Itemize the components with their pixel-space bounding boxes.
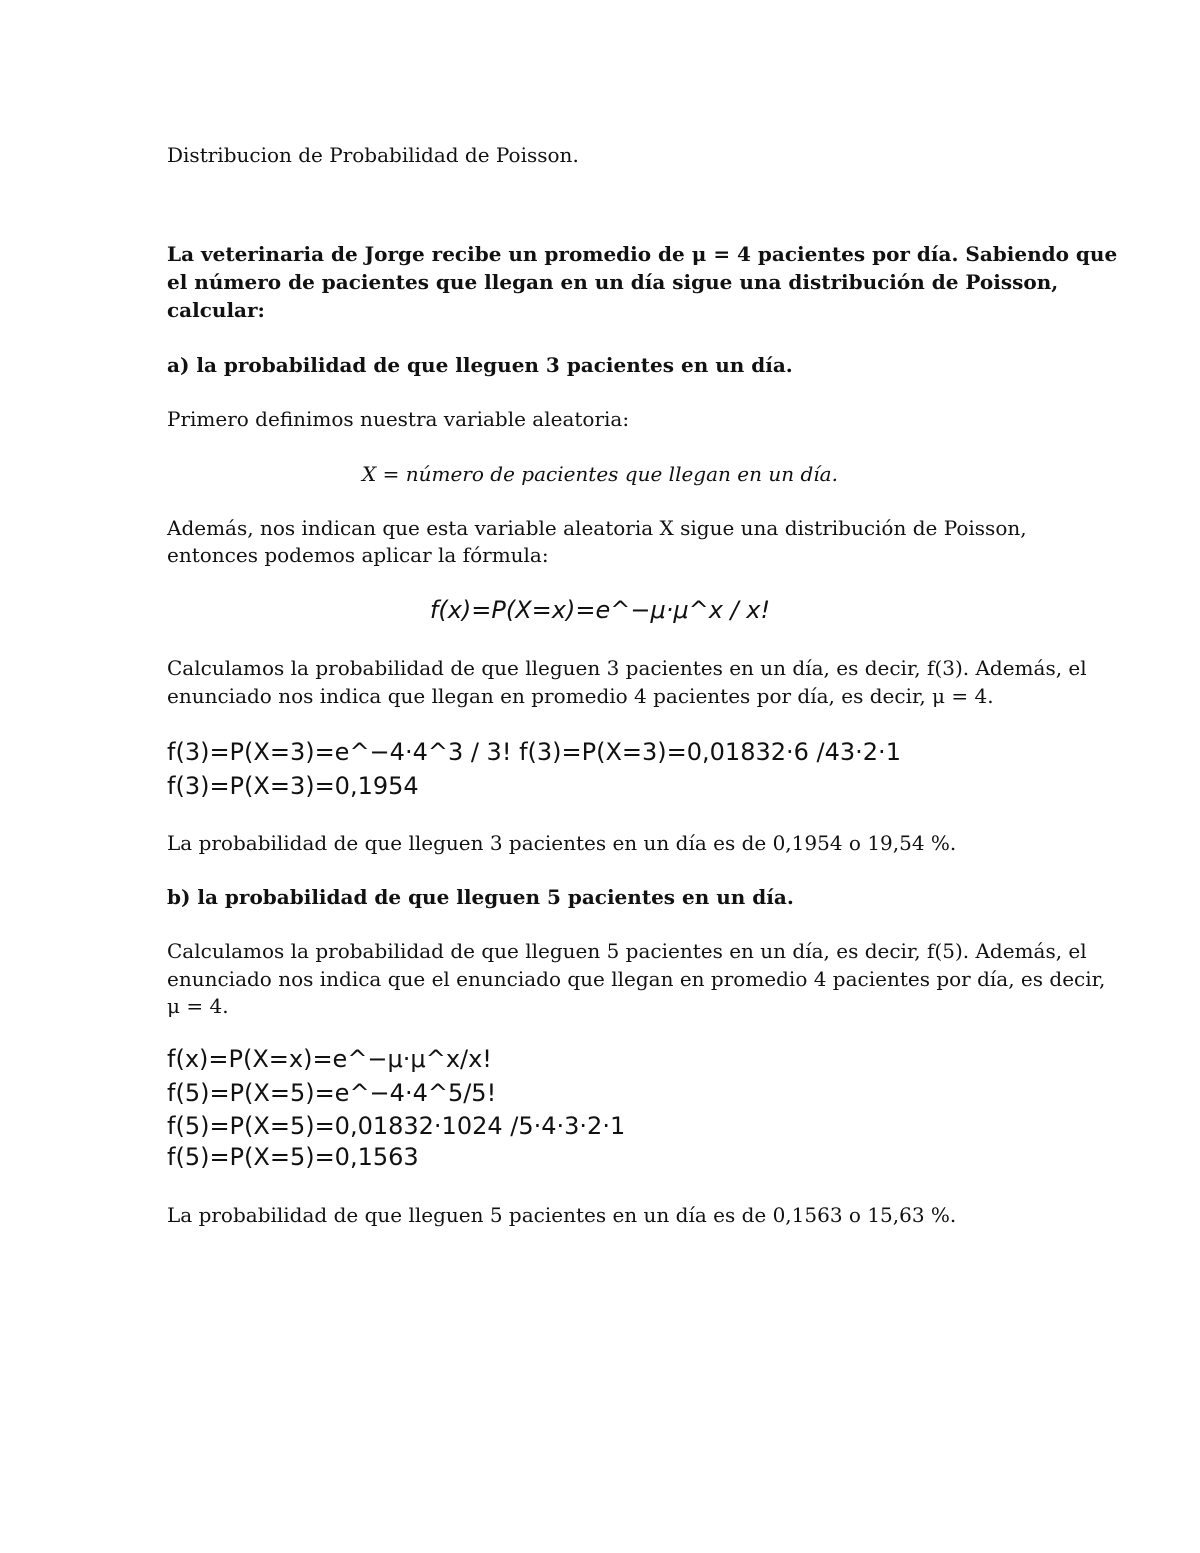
problem-line-2: el número de pacientes que llegan en un día sigue una distribución de Poisson, — [167, 270, 1059, 294]
part-a-text1-line-2: entonces podemos aplicar la fórmula: — [167, 543, 549, 567]
part-a-text2-line-1: Calculamos la probabilidad de que lleguen 3 pacientes en un día, es decir, f(3). Además, el — [167, 656, 1087, 680]
part-b-calc-line-4: f(5)=P(X=5)=0,1563 — [167, 1143, 419, 1171]
document-title: Distribucion de Probabilidad de Poisson. — [167, 143, 579, 167]
part-a-calc-line-2: f(3)=P(X=3)=0,1954 — [167, 772, 419, 800]
variable-definition: X = número de pacientes que llegan en un día. — [362, 462, 838, 486]
part-b-text-line-3: μ = 4. — [167, 994, 229, 1018]
part-a-text1-line-1: Además, nos indican que esta variable aleatoria X sigue una distribución de Poisson, — [167, 516, 1027, 540]
problem-line-3: calcular: — [167, 298, 265, 322]
part-a-text2-line-2: enunciado nos indica que llegan en promedio 4 pacientes por día, es decir, μ = 4. — [167, 684, 994, 708]
poisson-formula: f(x)=P(X=x)=e^−μ·μ^x / x! — [429, 596, 771, 624]
part-a-heading: a) la probabilidad de que lleguen 3 pacientes en un día. — [167, 353, 793, 377]
part-b-calc-line-3: f(5)=P(X=5)=0,01832·1024 /5·4·3·2·1 — [167, 1112, 626, 1140]
part-b-calc-line-2: f(5)=P(X=5)=e^−4·4^5/5! — [167, 1079, 497, 1107]
part-a-calc-line-1: f(3)=P(X=3)=e^−4·4^3 / 3! f(3)=P(X=3)=0,01832·6 /43·2·1 — [167, 738, 901, 766]
part-b-text-line-2: enunciado nos indica que el enunciado que llegan en promedio 4 pacientes por día, es decir, — [167, 967, 1106, 991]
part-b-result: La probabilidad de que lleguen 5 pacientes en un día es de 0,1563 o 15,63 %. — [167, 1203, 957, 1227]
part-b-heading: b) la probabilidad de que lleguen 5 pacientes en un día. — [167, 885, 794, 909]
part-b-text-line-1: Calculamos la probabilidad de que lleguen 5 pacientes en un día, es decir, f(5). Además, el — [167, 939, 1087, 963]
problem-line-1: La veterinaria de Jorge recibe un promedio de μ = 4 pacientes por día. Sabiendo que — [167, 242, 1118, 266]
part-b-calc-line-1: f(x)=P(X=x)=e^−μ·μ^x/x! — [167, 1045, 492, 1073]
part-a-intro: Primero definimos nuestra variable aleatoria: — [167, 407, 630, 431]
part-a-result: La probabilidad de que lleguen 3 pacientes en un día es de 0,1954 o 19,54 %. — [167, 831, 957, 855]
